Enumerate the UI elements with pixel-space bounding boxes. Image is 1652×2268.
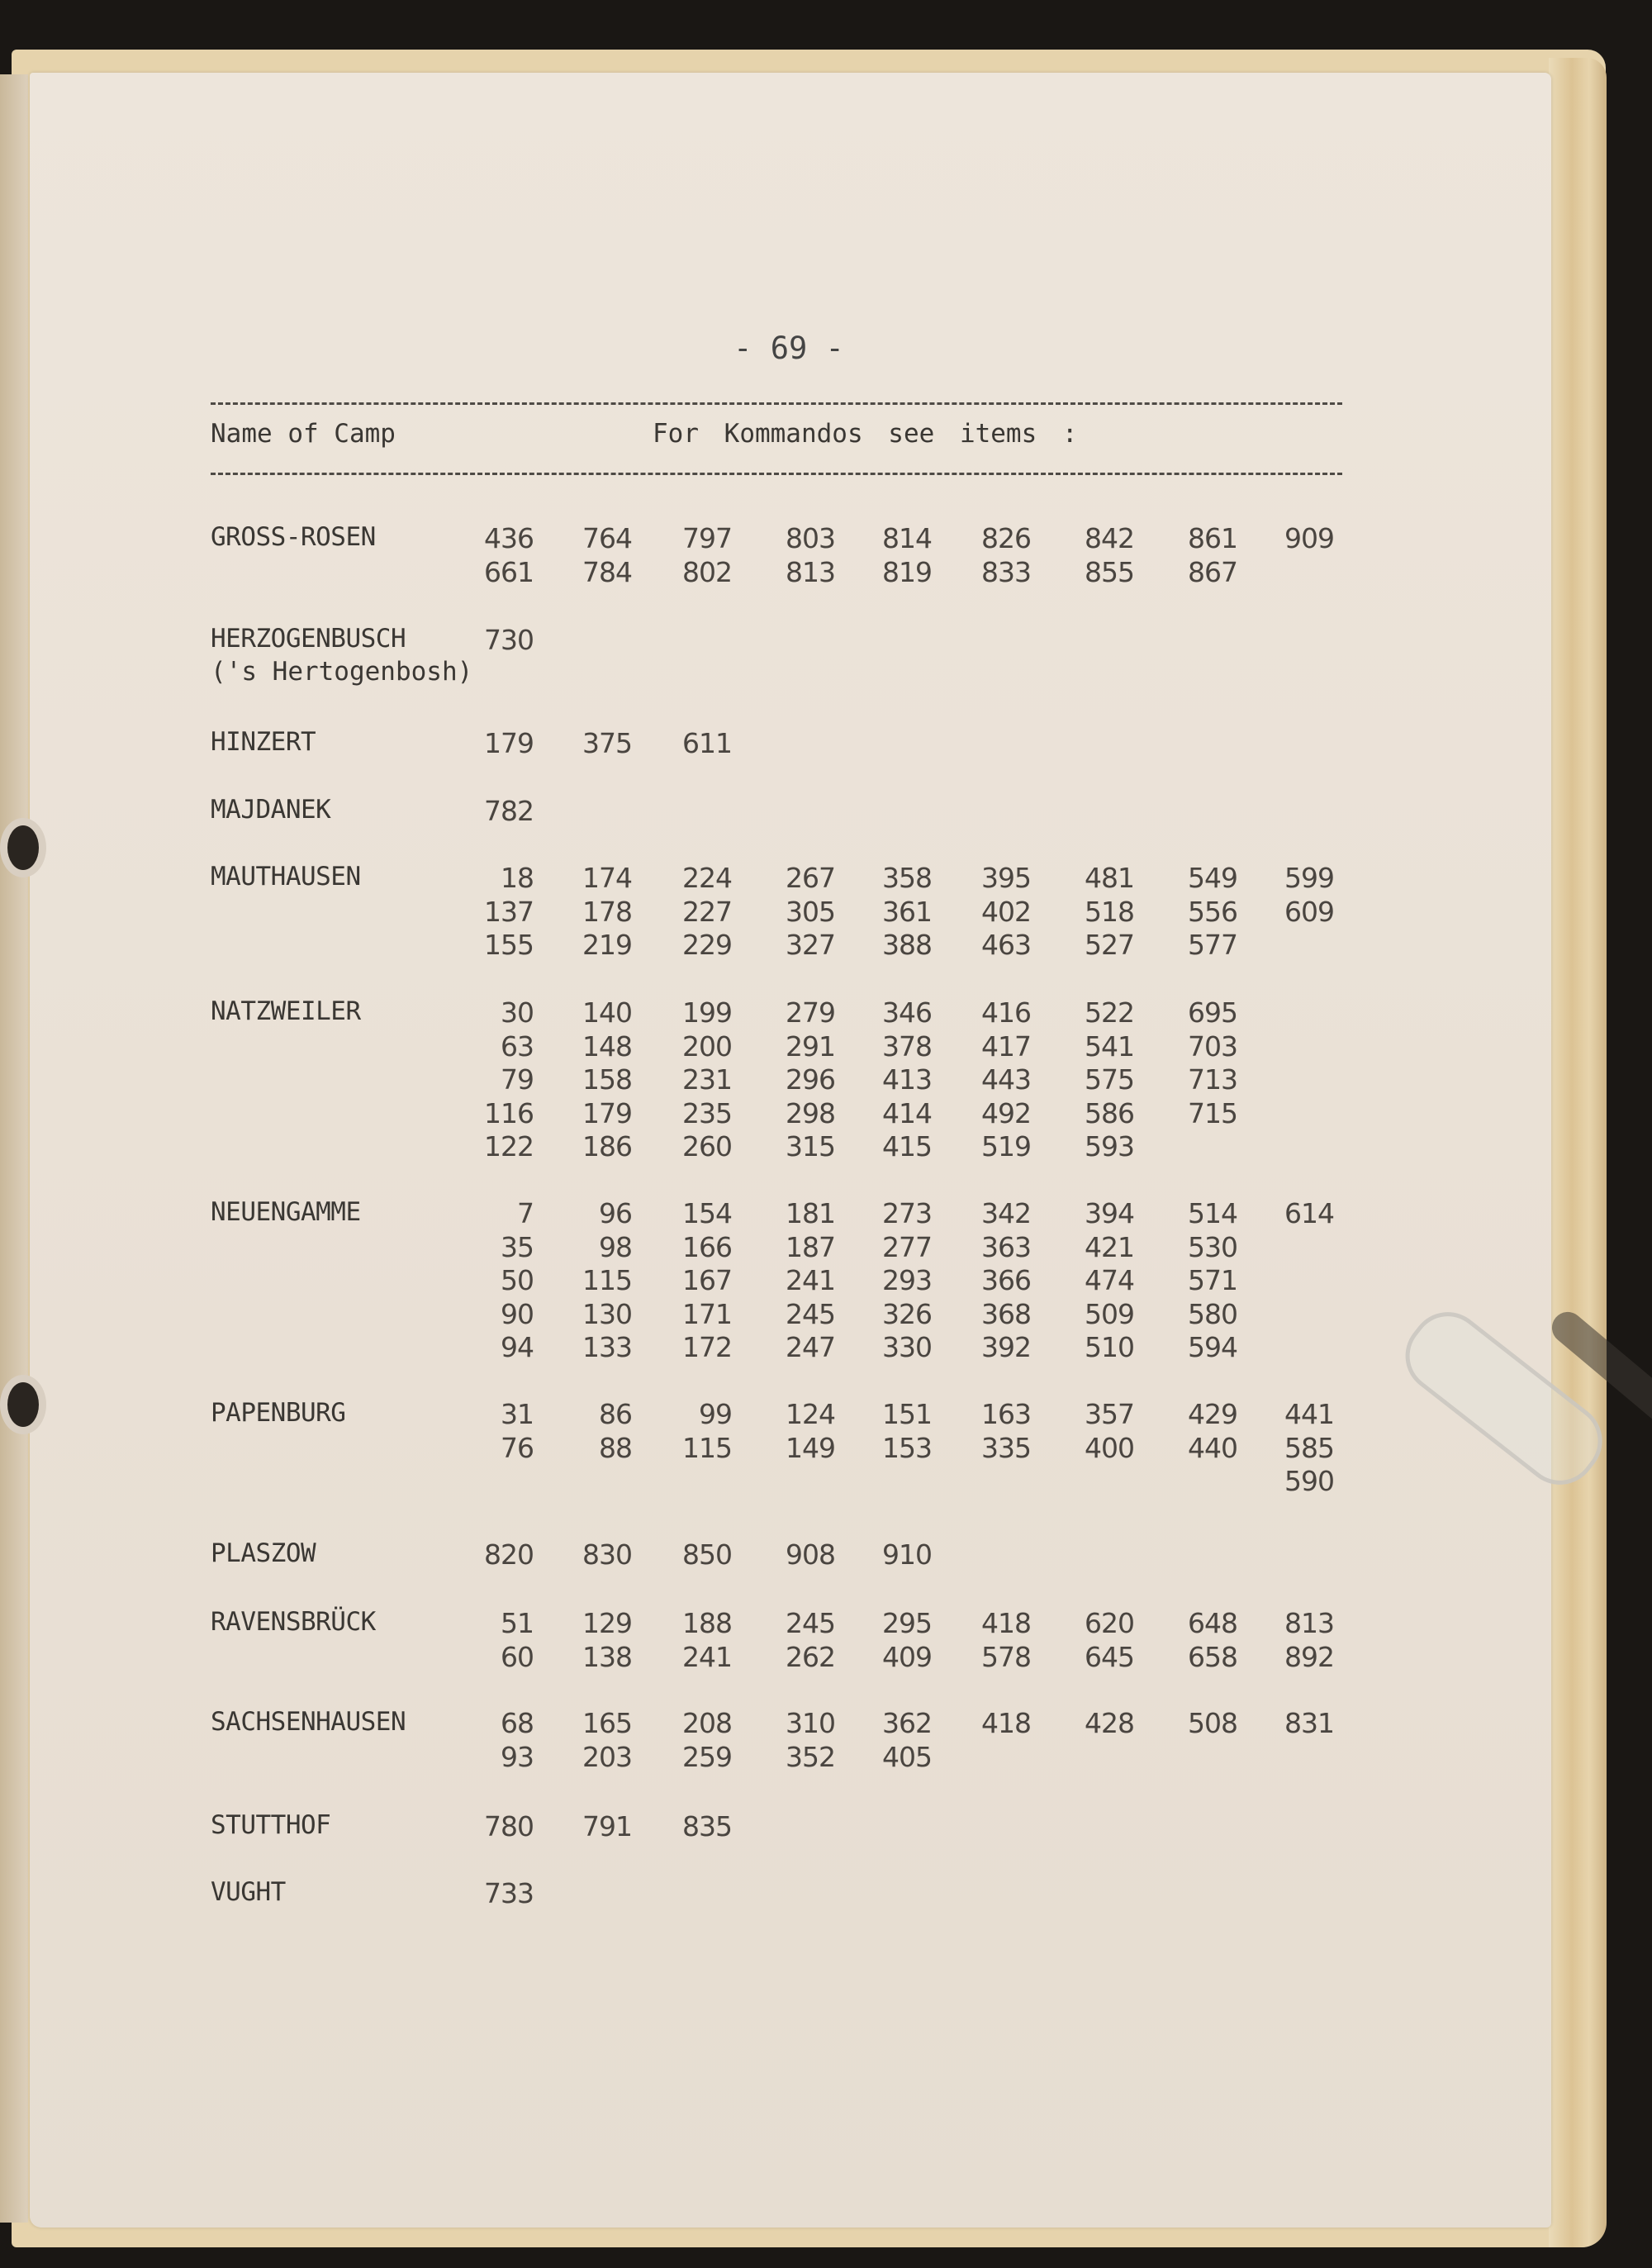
kommando-item-number: 509: [1085, 1297, 1134, 1330]
kommando-item-number: 310: [786, 1707, 835, 1739]
kommando-item-number: 440: [1188, 1431, 1237, 1464]
kommando-item-number: 518: [1085, 895, 1134, 928]
kommando-item-number: 703: [1188, 1029, 1237, 1063]
kommando-item-number: 200: [682, 1029, 732, 1063]
kommando-item-number: 599: [1284, 862, 1334, 894]
item-number-row: [0, 1810, 1578, 1843]
kommando-item-number: 577: [1188, 929, 1237, 961]
item-number-row: [0, 1877, 1578, 1910]
camp-name: SACHSENHAUSEN: [211, 1707, 406, 1737]
kommando-item-number: 115: [582, 1264, 632, 1296]
kommando-item-number: 231: [682, 1063, 732, 1096]
item-number-row: [0, 522, 1578, 555]
kommando-item-number: 50: [501, 1264, 534, 1296]
item-number-row: [0, 1130, 1578, 1163]
kommando-item-number: 417: [981, 1029, 1031, 1063]
kommando-item-number: 492: [981, 1096, 1031, 1129]
kommando-item-number: 474: [1085, 1264, 1134, 1296]
kommando-item-number: 326: [882, 1297, 932, 1330]
item-number-row: [0, 1538, 1578, 1571]
item-number-row: [0, 1063, 1578, 1096]
kommando-item-number: 179: [582, 1096, 632, 1129]
kommando-item-number: 245: [786, 1607, 835, 1639]
kommando-item-number: 833: [981, 555, 1031, 588]
kommando-item-number: 186: [582, 1130, 632, 1163]
item-number-row: [0, 1231, 1578, 1264]
kommando-item-number: 441: [1284, 1398, 1334, 1430]
kommando-item-number: 658: [1188, 1640, 1237, 1673]
camp-name: PLASZOW: [211, 1538, 316, 1568]
kommando-item-number: 797: [682, 522, 732, 554]
kommando-item-number: 791: [582, 1810, 632, 1842]
kommando-item-number: 910: [882, 1538, 932, 1571]
kommando-item-number: 352: [786, 1740, 835, 1773]
kommando-item-number: 133: [582, 1331, 632, 1363]
kommando-item-number: 611: [682, 727, 732, 759]
item-number-row: [0, 727, 1578, 760]
camp-name: STUTTHOF: [211, 1810, 331, 1840]
kommando-item-number: 259: [682, 1740, 732, 1773]
kommando-item-number: 330: [882, 1331, 932, 1363]
item-number-row: [0, 1097, 1578, 1130]
kommando-item-number: 335: [981, 1431, 1031, 1464]
kommando-item-number: 155: [484, 929, 534, 961]
kommando-item-number: 178: [582, 895, 632, 928]
kommando-item-number: 305: [786, 895, 835, 928]
kommando-item-number: 826: [981, 522, 1031, 554]
kommando-item-number: 129: [582, 1607, 632, 1639]
kommando-item-number: 855: [1085, 555, 1134, 588]
kommando-item-number: 342: [981, 1197, 1031, 1229]
kommando-item-number: 831: [1284, 1707, 1334, 1739]
item-number-row: [0, 1607, 1578, 1640]
item-number-row: [0, 1432, 1578, 1465]
item-number-row: [0, 1741, 1578, 1774]
kommando-item-number: 820: [484, 1538, 534, 1571]
kommando-item-number: 115: [682, 1431, 732, 1464]
kommando-item-number: 514: [1188, 1197, 1237, 1229]
kommando-item-number: 165: [582, 1707, 632, 1739]
kommando-item-number: 241: [682, 1640, 732, 1673]
kommando-item-number: 549: [1188, 862, 1237, 894]
camp-name: NEUENGAMME: [211, 1197, 361, 1227]
kommando-item-number: 187: [786, 1230, 835, 1263]
kommando-item-number: 30: [501, 996, 534, 1029]
kommando-item-number: 510: [1085, 1331, 1134, 1363]
page-number: - 69 -: [733, 330, 844, 366]
kommando-item-number: 273: [882, 1197, 932, 1229]
kommando-item-number: 137: [484, 895, 534, 928]
kommando-item-number: 31: [501, 1398, 534, 1430]
kommando-item-number: 421: [1085, 1230, 1134, 1263]
item-number-row: [0, 1331, 1578, 1364]
kommando-item-number: 174: [582, 862, 632, 894]
kommando-item-number: 388: [882, 929, 932, 961]
kommando-item-number: 158: [582, 1063, 632, 1096]
kommando-item-number: 375: [582, 727, 632, 759]
kommando-item-number: 357: [1085, 1398, 1134, 1430]
kommando-item-number: 166: [682, 1230, 732, 1263]
kommando-item-number: 293: [882, 1264, 932, 1296]
kommando-item-number: 519: [981, 1130, 1031, 1163]
kommando-item-number: 361: [882, 895, 932, 928]
kommando-item-number: 590: [1284, 1465, 1334, 1497]
kommando-item-number: 267: [786, 862, 835, 894]
kommando-item-number: 803: [786, 522, 835, 554]
kommando-item-number: 892: [1284, 1640, 1334, 1673]
column-header-kommandos: For Kommandos see items :: [653, 419, 1078, 449]
kommando-item-number: 861: [1188, 522, 1237, 554]
kommando-item-number: 578: [981, 1640, 1031, 1673]
kommando-item-number: 695: [1188, 996, 1237, 1029]
kommando-item-number: 346: [882, 996, 932, 1029]
kommando-item-number: 98: [599, 1230, 632, 1263]
kommando-item-number: 830: [582, 1538, 632, 1571]
item-number-row: [0, 1264, 1578, 1297]
kommando-item-number: 241: [786, 1264, 835, 1296]
kommando-item-number: 219: [582, 929, 632, 961]
kommando-item-number: 867: [1188, 555, 1237, 588]
item-number-row: [0, 624, 1578, 657]
kommando-item-number: 586: [1085, 1096, 1134, 1129]
kommando-item-number: 443: [981, 1063, 1031, 1096]
item-number-row: [0, 929, 1578, 962]
kommando-item-number: 149: [786, 1431, 835, 1464]
kommando-item-number: 813: [1284, 1607, 1334, 1639]
kommando-item-number: 530: [1188, 1230, 1237, 1263]
kommando-item-number: 730: [484, 624, 534, 656]
kommando-item-number: 713: [1188, 1063, 1237, 1096]
item-number-row: [0, 862, 1578, 895]
kommando-item-number: 247: [786, 1331, 835, 1363]
kommando-item-number: 99: [699, 1398, 732, 1430]
kommando-item-number: 86: [599, 1398, 632, 1430]
kommando-item-number: 93: [501, 1740, 534, 1773]
kommando-item-number: 620: [1085, 1607, 1134, 1639]
item-number-row: [0, 1641, 1578, 1674]
kommando-item-number: 76: [501, 1431, 534, 1464]
item-number-row: [0, 1398, 1578, 1431]
kommando-item-number: 527: [1085, 929, 1134, 961]
kommando-item-number: 172: [682, 1331, 732, 1363]
item-number-row: [0, 896, 1578, 929]
kommando-item-number: 277: [882, 1230, 932, 1263]
camp-name: NATZWEILER: [211, 996, 361, 1026]
item-number-row: [0, 996, 1578, 1029]
kommando-item-number: 153: [882, 1431, 932, 1464]
kommando-item-number: 378: [882, 1029, 932, 1063]
kommando-item-number: 428: [1085, 1707, 1134, 1739]
kommando-item-number: 580: [1188, 1297, 1237, 1330]
kommando-item-number: 575: [1085, 1063, 1134, 1096]
camp-name: PAPENBURG: [211, 1398, 346, 1428]
kommando-item-number: 51: [501, 1607, 534, 1639]
kommando-item-number: 416: [981, 996, 1031, 1029]
camp-name: HINZERT: [211, 727, 316, 757]
kommando-item-number: 171: [682, 1297, 732, 1330]
kommando-item-number: 96: [599, 1197, 632, 1229]
kommando-item-number: 481: [1085, 862, 1134, 894]
kommando-item-number: 400: [1085, 1431, 1134, 1464]
kommando-item-number: 35: [501, 1230, 534, 1263]
kommando-item-number: 291: [786, 1029, 835, 1063]
kommando-item-number: 235: [682, 1096, 732, 1129]
kommando-item-number: 181: [786, 1197, 835, 1229]
kommando-item-number: 362: [882, 1707, 932, 1739]
kommando-item-number: 199: [682, 996, 732, 1029]
header-rule-top: [211, 402, 1342, 405]
kommando-item-number: 296: [786, 1063, 835, 1096]
kommando-item-number: 842: [1085, 522, 1134, 554]
kommando-item-number: 593: [1085, 1130, 1134, 1163]
kommando-item-number: 392: [981, 1331, 1031, 1363]
kommando-item-number: 814: [882, 522, 932, 554]
kommando-item-number: 366: [981, 1264, 1031, 1296]
kommando-item-number: 571: [1188, 1264, 1237, 1296]
kommando-item-number: 414: [882, 1096, 932, 1129]
kommando-item-number: 802: [682, 555, 732, 588]
kommando-item-number: 585: [1284, 1431, 1334, 1464]
kommando-item-number: 224: [682, 862, 732, 894]
kommando-item-number: 909: [1284, 522, 1334, 554]
kommando-item-number: 508: [1188, 1707, 1237, 1739]
kommando-item-number: 661: [484, 555, 534, 588]
kommando-item-number: 94: [501, 1331, 534, 1363]
kommando-item-number: 648: [1188, 1607, 1237, 1639]
item-number-row: [0, 1465, 1578, 1498]
kommando-item-number: 154: [682, 1197, 732, 1229]
kommando-item-number: 116: [484, 1096, 534, 1129]
item-number-row: [0, 1030, 1578, 1063]
kommando-item-number: 556: [1188, 895, 1237, 928]
item-number-row: [0, 795, 1578, 828]
kommando-item-number: 409: [882, 1640, 932, 1673]
kommando-item-number: 418: [981, 1607, 1031, 1639]
kommando-item-number: 315: [786, 1130, 835, 1163]
kommando-item-number: 167: [682, 1264, 732, 1296]
kommando-item-number: 148: [582, 1029, 632, 1063]
kommando-item-number: 395: [981, 862, 1031, 894]
camp-alternate-name: ('s Hertogenbosh): [211, 657, 473, 687]
kommando-item-number: 260: [682, 1130, 732, 1163]
item-number-row: [0, 1197, 1578, 1230]
camp-name: RAVENSBRÜCK: [211, 1607, 376, 1637]
kommando-item-number: 295: [882, 1607, 932, 1639]
camp-name: VUGHT: [211, 1877, 286, 1907]
kommando-item-number: 394: [1085, 1197, 1134, 1229]
kommando-item-number: 614: [1284, 1197, 1334, 1229]
kommando-item-number: 780: [484, 1810, 534, 1842]
kommando-item-number: 188: [682, 1607, 732, 1639]
camp-name: MAUTHAUSEN: [211, 862, 361, 892]
kommando-item-number: 415: [882, 1130, 932, 1163]
item-number-row: [0, 1298, 1578, 1331]
kommando-item-number: 124: [786, 1398, 835, 1430]
kommando-item-number: 358: [882, 862, 932, 894]
kommando-item-number: 245: [786, 1297, 835, 1330]
kommando-item-number: 298: [786, 1096, 835, 1129]
item-number-row: [0, 1707, 1578, 1740]
kommando-item-number: 463: [981, 929, 1031, 961]
kommando-item-number: 363: [981, 1230, 1031, 1263]
kommando-item-number: 764: [582, 522, 632, 554]
kommando-item-number: 715: [1188, 1096, 1237, 1129]
camp-name: GROSS-ROSEN: [211, 522, 376, 552]
kommando-item-number: 279: [786, 996, 835, 1029]
kommando-item-number: 140: [582, 996, 632, 1029]
kommando-item-number: 18: [501, 862, 534, 894]
kommando-item-number: 7: [517, 1197, 534, 1229]
kommando-item-number: 908: [786, 1538, 835, 1571]
kommando-item-number: 733: [484, 1877, 534, 1909]
kommando-item-number: 784: [582, 555, 632, 588]
kommando-item-number: 163: [981, 1398, 1031, 1430]
kommando-item-number: 262: [786, 1640, 835, 1673]
kommando-item-number: 138: [582, 1640, 632, 1673]
kommando-item-number: 368: [981, 1297, 1031, 1330]
kommando-item-number: 90: [501, 1297, 534, 1330]
kommando-item-number: 130: [582, 1297, 632, 1330]
kommando-item-number: 122: [484, 1130, 534, 1163]
kommando-item-number: 208: [682, 1707, 732, 1739]
kommando-item-number: 327: [786, 929, 835, 961]
kommando-item-number: 522: [1085, 996, 1134, 1029]
kommando-item-number: 63: [501, 1029, 534, 1063]
kommando-item-number: 405: [882, 1740, 932, 1773]
camp-name: HERZOGENBUSCH: [211, 624, 406, 654]
kommando-item-number: 227: [682, 895, 732, 928]
kommando-item-number: 79: [501, 1063, 534, 1096]
kommando-item-number: 541: [1085, 1029, 1134, 1063]
kommando-item-number: 60: [501, 1640, 534, 1673]
column-header-camp: Name of Camp: [211, 419, 396, 449]
kommando-item-number: 436: [484, 522, 534, 554]
kommando-item-number: 151: [882, 1398, 932, 1430]
kommando-item-number: 782: [484, 795, 534, 827]
kommando-item-number: 850: [682, 1538, 732, 1571]
kommando-item-number: 819: [882, 555, 932, 588]
kommando-item-number: 402: [981, 895, 1031, 928]
kommando-item-number: 835: [682, 1810, 732, 1842]
kommando-item-number: 203: [582, 1740, 632, 1773]
kommando-item-number: 813: [786, 555, 835, 588]
item-number-row: [0, 556, 1578, 589]
kommando-item-number: 413: [882, 1063, 932, 1096]
kommando-item-number: 179: [484, 727, 534, 759]
kommando-item-number: 418: [981, 1707, 1031, 1739]
kommando-item-number: 229: [682, 929, 732, 961]
kommando-item-number: 68: [501, 1707, 534, 1739]
kommando-item-number: 429: [1188, 1398, 1237, 1430]
kommando-item-number: 645: [1085, 1640, 1134, 1673]
header-rule-bottom: [211, 473, 1342, 475]
camp-name: MAJDANEK: [211, 795, 331, 825]
kommando-item-number: 609: [1284, 895, 1334, 928]
kommando-item-number: 88: [599, 1431, 632, 1464]
kommando-item-number: 594: [1188, 1331, 1237, 1363]
